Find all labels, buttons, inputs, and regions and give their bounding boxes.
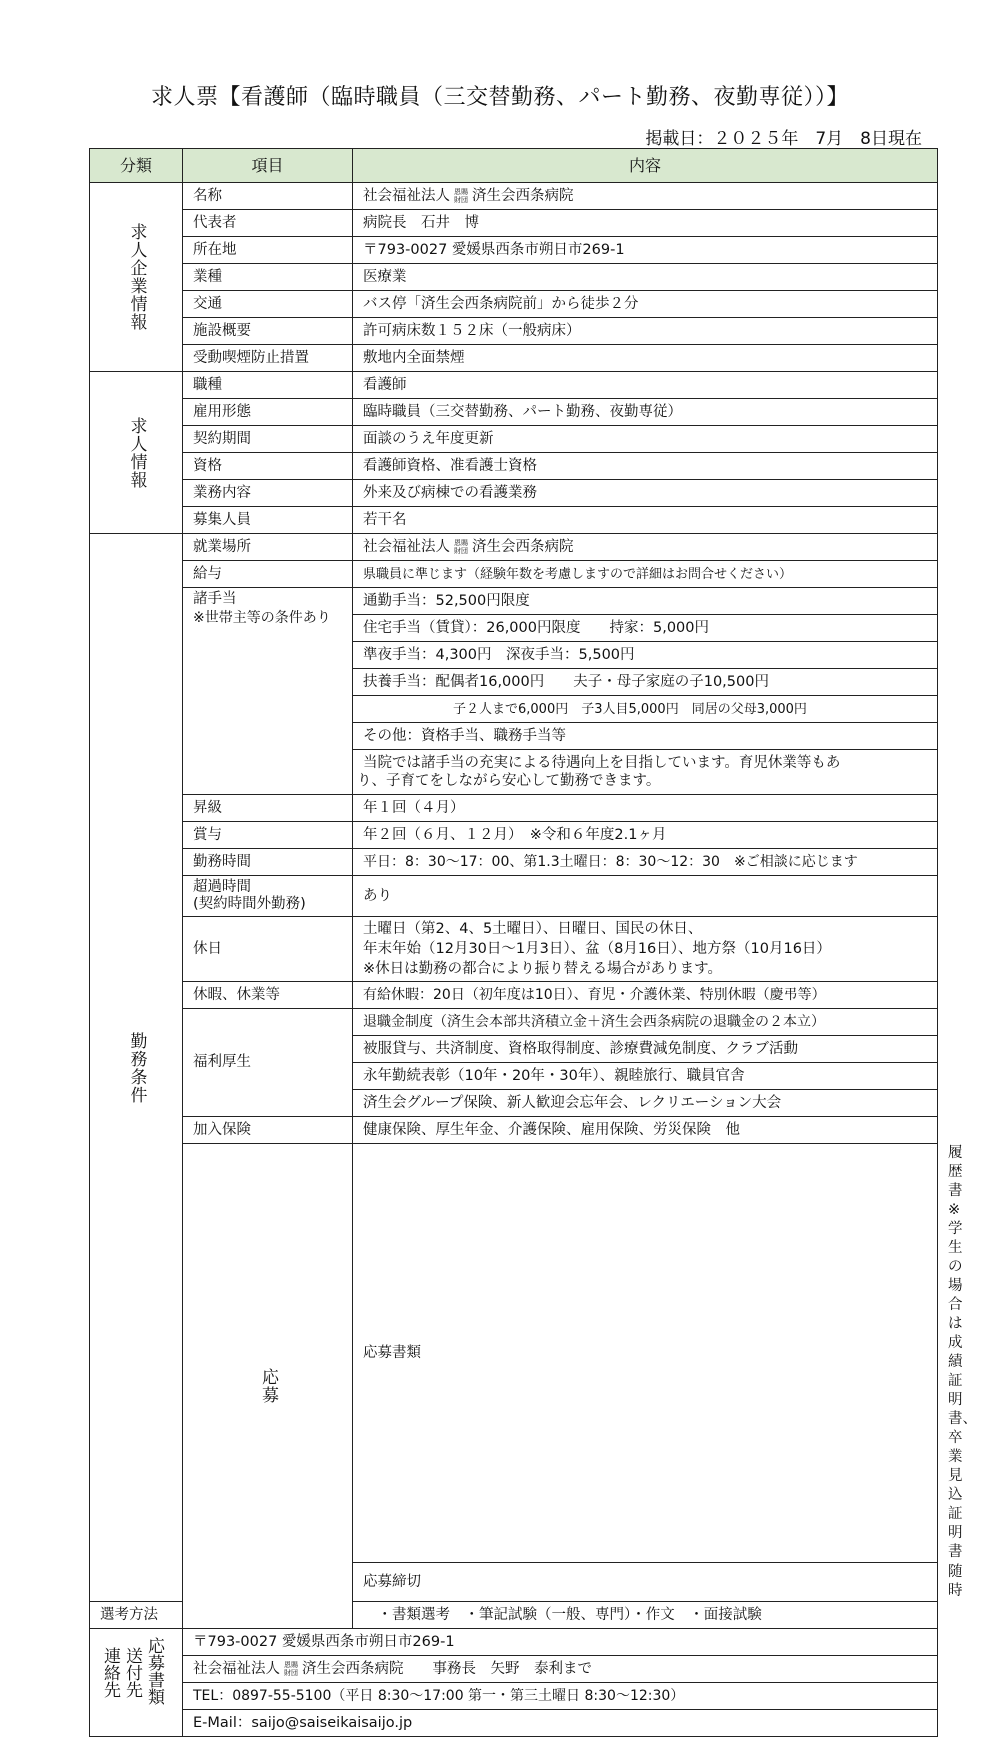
overtime-label-cell <box>183 876 353 917</box>
org-ruby <box>454 188 468 204</box>
contact-org <box>183 1656 938 1683</box>
item-label: 休日 <box>183 917 353 982</box>
holiday-line: ※休日は勤務の都合により振り替える場合があります。 <box>363 961 722 977</box>
item-label: 交通 <box>183 291 353 318</box>
org-ruby <box>454 539 468 555</box>
table-row <box>90 1117 938 1144</box>
item-value: 平日：8：30～17：00、第1.3土曜日：8：30～12：30 ※ご相談に応じます <box>353 849 938 876</box>
org-prefix: 社会福祉法人 <box>363 187 450 204</box>
item-value: 医療業 <box>353 264 938 291</box>
item-value: ・書類選考 ・筆記試験（一般、専門）・作文 ・面接試験 <box>353 1602 938 1629</box>
table-row <box>90 237 938 264</box>
welfare-line: 済生会グループ保険、新人歓迎会忘年会、レクリエーション大会 <box>353 1090 938 1117</box>
item-label: 就業場所 <box>183 534 353 561</box>
welfare-line: 退職金制度（済生会本部共済積立金＋済生会西条病院の退職金の２本立） <box>353 1009 938 1036</box>
ruby-top: 恩賜 <box>284 1660 298 1669</box>
org-name: 済生会西条病院 <box>472 187 574 204</box>
category-conditions: 勤務条件 <box>90 534 183 1602</box>
item-label: 選考方法 <box>90 1602 183 1629</box>
table-row <box>90 507 938 534</box>
contact-tel[interactable]: TEL：0897-55-5100（平日 8:30～17:00 第一・第三土曜日 8:30～12:30） <box>183 1683 938 1710</box>
allowance-value: 扶養手当：配偶者16,000円 夫子・母子家庭の子10,500円 <box>353 669 938 696</box>
item-label: 代表者 <box>183 210 353 237</box>
table-row <box>90 480 938 507</box>
table-row <box>90 1710 938 1737</box>
table-row <box>90 1009 938 1036</box>
item-value: 許可病床数１５２床（一般病床） <box>353 318 938 345</box>
item-value: 敷地内全面禁煙 <box>353 345 938 372</box>
item-label: 給与 <box>183 561 353 588</box>
contact-category-1: 応募書類 <box>144 1637 164 1705</box>
item-label: 昇級 <box>183 795 353 822</box>
org-prefix: 社会福祉法人 <box>363 538 450 555</box>
ruby-top: 恩賜 <box>454 538 468 547</box>
item-value: あり <box>353 876 938 917</box>
item-label: 応募書類 <box>353 1144 938 1563</box>
item-value: 年２回（６月、１２月） ※令和６年度2.1ヶ月 <box>353 822 938 849</box>
ruby-bottom: 財団 <box>454 195 468 204</box>
table-row <box>90 849 938 876</box>
allowance-extra <box>353 750 938 795</box>
ruby-bottom: 財団 <box>454 546 468 555</box>
item-label: 契約期間 <box>183 426 353 453</box>
table-row <box>90 917 938 982</box>
item-label: 業種 <box>183 264 353 291</box>
table-row <box>90 561 938 588</box>
item-label: 所在地 <box>183 237 353 264</box>
table-row: 応募 応募書類 履歴書 ※学生の場合は成績証明書、卒業見込証明書 <box>90 1144 938 1563</box>
header-item: 項目 <box>183 149 353 183</box>
category-company: 求人企業情報 <box>90 183 183 372</box>
table-row <box>90 399 938 426</box>
table-row <box>90 318 938 345</box>
page-title: 求人票【看護師（臨時職員（三交替勤務、パート勤務、夜勤専従））】 <box>150 85 849 110</box>
item-value: 病院長 石井 博 <box>353 210 938 237</box>
category-contact <box>90 1629 183 1737</box>
allowance-value: 準夜手当：4,300円 深夜手当：5,500円 <box>353 642 938 669</box>
welfare-line: 永年勤続表彰（10年・20年・30年）、親睦旅行、職員官舎 <box>353 1063 938 1090</box>
table-row <box>90 183 938 210</box>
table-row <box>90 372 938 399</box>
table-row <box>90 534 938 561</box>
allowance-value: 住宅手当（賃貸）：26,000円限度 持家：5,000円 <box>353 615 938 642</box>
org-name: 済生会西条病院 <box>472 538 574 555</box>
item-value: 看護師資格、准看護士資格 <box>353 453 938 480</box>
item-value: 年１回（４月） <box>353 795 938 822</box>
item-label: 賞与 <box>183 822 353 849</box>
table-row <box>90 982 938 1009</box>
item-value: 健康保険、厚生年金、介護保険、雇用保険、労災保険 他 <box>353 1117 938 1144</box>
header-content: 内容 <box>353 149 938 183</box>
item-value <box>353 183 938 210</box>
table-row <box>90 264 938 291</box>
holiday-cell <box>353 917 938 982</box>
org-name: 済生会西条病院 事務長 矢野 泰利まで <box>302 1660 592 1677</box>
table-row <box>90 822 938 849</box>
posted-date: 掲載日：２０２５年 7月 8日現在 <box>645 129 922 149</box>
item-value <box>353 534 938 561</box>
org-ruby <box>284 1661 298 1677</box>
job-posting-table <box>89 148 977 1737</box>
item-label: 名称 <box>183 183 353 210</box>
org-prefix: 社会福祉法人 <box>193 1660 280 1677</box>
item-label: 受動喫煙防止措置 <box>183 345 353 372</box>
category-job: 求人情報 <box>90 372 183 534</box>
table-row <box>90 345 938 372</box>
item-label: 雇用形態 <box>183 399 353 426</box>
item-value: 県職員に準じます（経験年数を考慮しますので詳細はお問合せください） <box>353 561 938 588</box>
item-label: 施設概要 <box>183 318 353 345</box>
contact-address: 〒793-0027 愛媛県西条市朔日市269-1 <box>183 1629 938 1656</box>
item-label: 業務内容 <box>183 480 353 507</box>
table-row <box>90 795 938 822</box>
item-label: (契約時間外勤務) <box>193 896 306 912</box>
header-row <box>90 149 938 183</box>
item-value: 面談のうえ年度更新 <box>353 426 938 453</box>
table-row <box>90 588 938 615</box>
item-value: バス停「済生会西条病院前」から徒歩２分 <box>353 291 938 318</box>
allowance-label-cell <box>183 588 353 795</box>
item-value: 看護師 <box>353 372 938 399</box>
holiday-line: 土曜日（第2、4、5土曜日）、日曜日、国民の休日、 <box>363 921 703 937</box>
item-label: 諸手当 <box>193 591 237 607</box>
allowance-value: 通勤手当：52,500円限度 <box>353 588 938 615</box>
welfare-line: 被服貸与、共済制度、資格取得制度、診療費減免制度、クラブ活動 <box>353 1036 938 1063</box>
ruby-bottom: 財団 <box>284 1668 298 1677</box>
table-row <box>90 291 938 318</box>
item-label: 超過時間 <box>193 879 251 895</box>
table-row <box>90 1683 938 1710</box>
table-row <box>90 210 938 237</box>
item-label: 休暇、休業等 <box>183 982 353 1009</box>
item-value: 有給休暇：20日（初年度は10日）、育児・介護休業、特別休暇（慶弔等） <box>353 982 938 1009</box>
item-label: 職種 <box>183 372 353 399</box>
allowance-extra-line: り、子育てをしながら安心して勤務できます。 <box>357 773 661 789</box>
item-label: 福利厚生 <box>183 1009 353 1117</box>
ruby-top: 恩賜 <box>454 187 468 196</box>
allowance-extra-line: 当院では諸手当の充実による待遇向上を目指しています。育児休業等もあ <box>363 755 841 771</box>
table-row <box>90 1629 938 1656</box>
item-value: 外来及び病棟での看護業務 <box>353 480 938 507</box>
table-row <box>90 876 938 917</box>
table-row: 応募締切 随時 <box>90 1563 938 1602</box>
item-value: 〒793-0027 愛媛県西条市朔日市269-1 <box>353 237 938 264</box>
category-application: 応募 <box>183 1144 353 1629</box>
table-row <box>90 1656 938 1683</box>
table-row <box>90 453 938 480</box>
allowance-value: その他：資格手当、職務手当等 <box>353 723 938 750</box>
item-label: 資格 <box>183 453 353 480</box>
item-label: 勤務時間 <box>183 849 353 876</box>
allowance-note: ※世帯主等の条件あり <box>193 610 331 626</box>
holiday-line: 年末年始（12月30日～1月3日）、盆（8月16日）、地方祭（10月16日） <box>363 941 831 957</box>
contact-email[interactable]: E-Mail：saijo@saiseikaisaijo.jp <box>183 1710 938 1737</box>
item-label: 加入保険 <box>183 1117 353 1144</box>
header-category: 分類 <box>90 149 183 183</box>
table-row <box>90 426 938 453</box>
item-value: 若干名 <box>353 507 938 534</box>
item-label: 応募締切 <box>353 1563 938 1602</box>
contact-category-2: 送付先 <box>122 1647 142 1698</box>
item-value: 臨時職員（三交替勤務、パート勤務、夜勤専従） <box>353 399 938 426</box>
allowance-value: 子２人まで6,000円 子3人目5,000円 同居の父母3,000円 <box>353 696 938 723</box>
contact-category-3: 連絡先 <box>100 1647 120 1698</box>
item-label: 募集人員 <box>183 507 353 534</box>
